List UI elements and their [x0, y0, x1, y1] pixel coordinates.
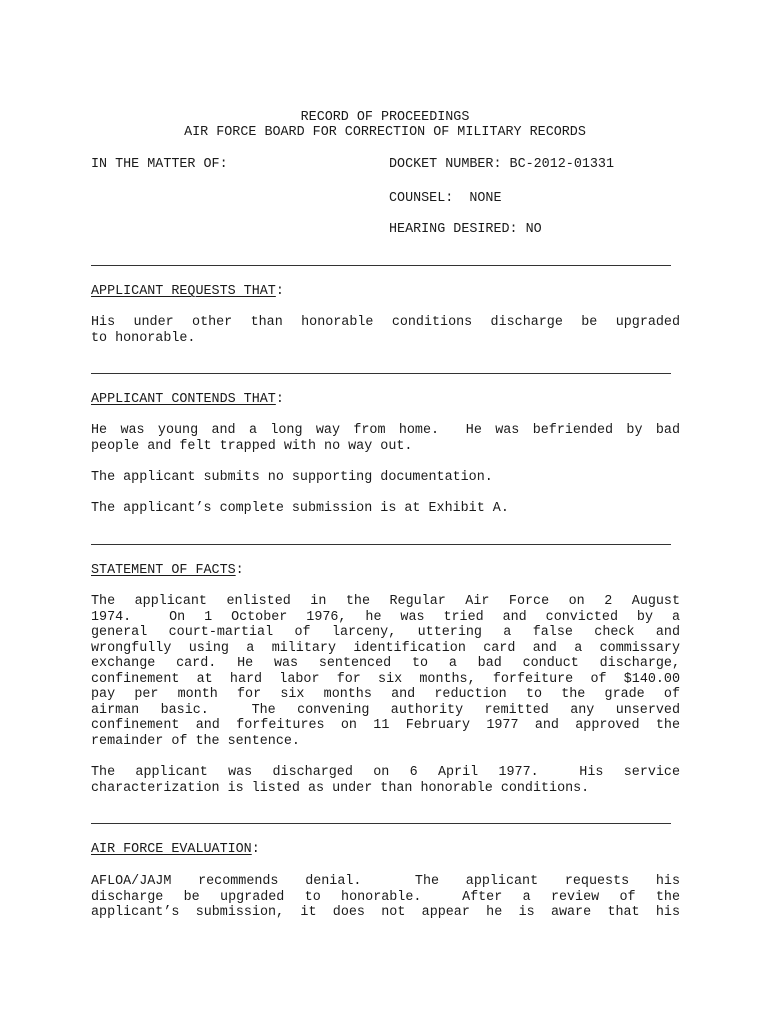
requests-paragraph [91, 315, 680, 346]
text-line: wrongfully using a military identification card and a commissary [91, 640, 680, 656]
facts-heading: STATEMENT OF FACTS: [91, 563, 244, 578]
section-divider [91, 544, 671, 545]
contends-paragraph-2 [91, 470, 680, 486]
text-line: exchange card. He was sentenced to a bad conduct discharge, [91, 656, 680, 671]
text-line: The applicant was discharged on 6 April 1977. His service [91, 765, 680, 780]
text-line: He was young and a long way from home. He was befriended by bad [91, 423, 680, 438]
evaluation-heading: AIR FORCE EVALUATION: [91, 842, 260, 857]
text-line: confinement at hard labor for six months, forfeiture of $140.00 [91, 671, 680, 687]
section-divider [91, 373, 671, 374]
facts-paragraph-1 [91, 594, 680, 749]
contends-paragraph-1 [91, 423, 680, 454]
text-line: 1974. On 1 October 1976, he was tried and convicted by a [91, 609, 680, 625]
text-line: remainder of the sentence. [91, 733, 300, 749]
text-line: applicant’s submission, it does not appear he is aware that his [91, 905, 680, 920]
text-line: pay per month for six months and reduction to the grade of [91, 687, 680, 702]
docket-number: DOCKET NUMBER: BC-2012-01331 [389, 157, 614, 172]
text-line: to honorable. [91, 330, 196, 346]
evaluation-paragraph-1 [91, 874, 680, 921]
requests-heading: APPLICANT REQUESTS THAT: [91, 284, 284, 299]
facts-paragraph-2 [91, 765, 680, 796]
contends-paragraph-3 [91, 501, 680, 517]
contends-heading: APPLICANT CONTENDS THAT: [91, 392, 284, 407]
counsel: COUNSEL: NONE [389, 191, 502, 206]
text-line: The applicant’s complete submission is at Exhibit A. [91, 501, 509, 516]
document-title: RECORD OF PROCEEDINGS [300, 110, 470, 125]
text-line: The applicant enlisted in the Regular Air Force on 2 August [91, 594, 680, 609]
text-line: discharge be upgraded to honorable. After a review of the [91, 889, 680, 905]
text-line: The applicant submits no supporting documentation. [91, 470, 493, 485]
text-line: characterization is listed as under than honorable conditions. [91, 780, 590, 796]
matter-label: IN THE MATTER OF: [91, 157, 228, 172]
text-line: His under other than honorable conditions discharge be upgraded [91, 315, 680, 330]
text-line: confinement and forfeitures on 11 February 1977 and approved the [91, 718, 680, 733]
section-divider [91, 823, 671, 824]
text-line: AFLOA/JAJM recommends denial. The applicant requests his [91, 874, 680, 889]
section-divider [91, 265, 671, 266]
hearing-desired: HEARING DESIRED: NO [389, 222, 542, 237]
text-line: airman basic. The convening authority remitted any unserved [91, 702, 680, 718]
board-name: AIR FORCE BOARD FOR CORRECTION OF MILITARY RECORDS [184, 125, 586, 140]
text-line: people and felt trapped with no way out. [91, 438, 413, 454]
text-line: general court-martial of larceny, uttering a false check and [91, 625, 680, 640]
